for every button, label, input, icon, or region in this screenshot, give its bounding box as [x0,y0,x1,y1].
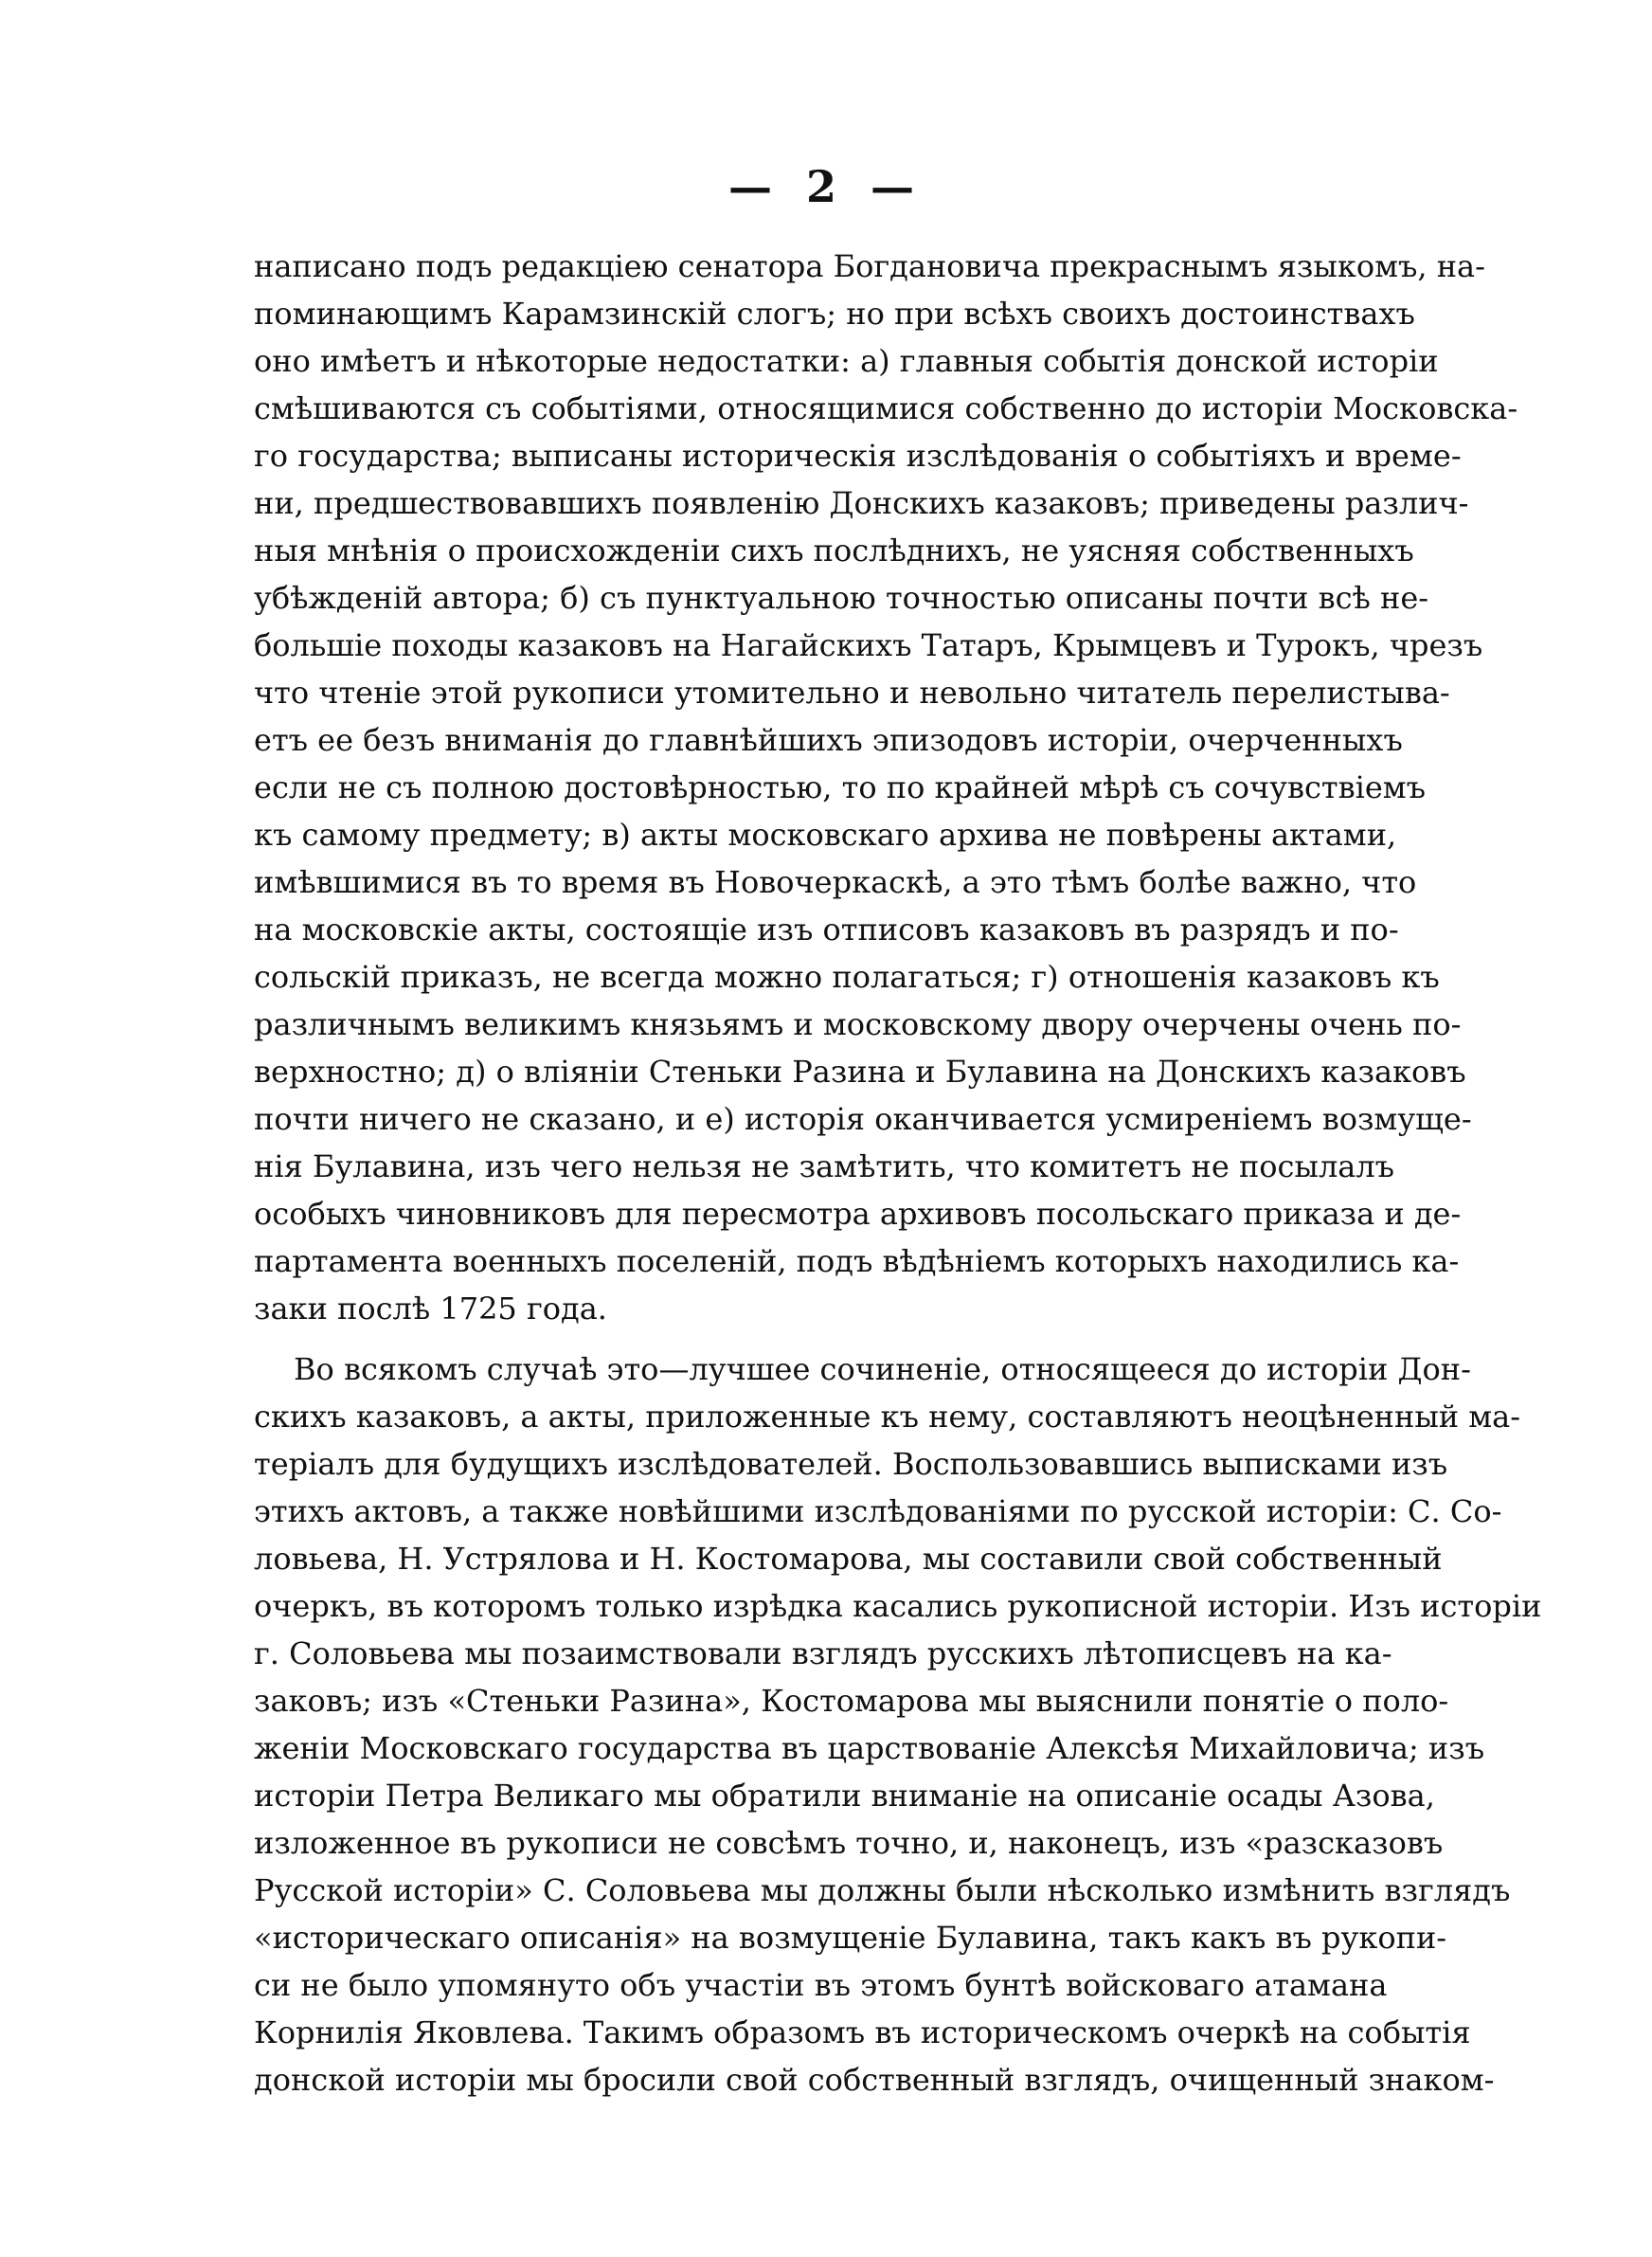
text-line: почти ничего не сказано, и е) исторія оканчивается усмиреніемъ возмуще- [254,1101,1472,1137]
text-line: ныя мнѣнія о происхожденіи сихъ послѣднихъ, не уясняя собственныхъ [254,533,1414,569]
text-line: ни, предшествовавшихъ появленію Донскихъ казаковъ; приведены различ- [254,485,1469,521]
text-line: Русской исторіи» С. Соловьева мы должны были нѣсколько измѣнить взглядъ [254,1872,1511,1908]
text-line: что чтеніе этой рукописи утомительно и невольно читатель перелистыва- [254,675,1450,711]
text-line: ловьева, Н. Устрялова и Н. Костомарова, мы составили свой собственный [254,1541,1443,1577]
text-line: на московскіе акты, состоящіе изъ отписовъ казаковъ въ разрядъ и по- [254,912,1399,948]
text-line: смѣшиваются съ событіями, относящимися собственно до исторіи Московска- [254,390,1518,426]
text-line: скихъ казаковъ, а акты, приложенные къ нему, составляютъ неоцѣненный ма- [254,1399,1521,1435]
paragraph-2 [254,1345,1542,2104]
text-line: Во всякомъ случаѣ это—лучшее сочиненіе, относящееся до исторіи Дон- [294,1351,1471,1387]
text-line: этихъ актовъ, а также новѣйшими изслѣдованіями по русской исторіи: С. Со- [254,1493,1502,1529]
text-line: теріалъ для будущихъ изслѣдователей. Воспользовавшись выписками изъ [254,1446,1448,1482]
text-line: сольскій приказъ, не всегда можно полагаться; г) отношенія казаковъ къ [254,959,1440,995]
body-text [254,243,1542,2104]
text-line: си не было упомянуто объ участіи въ этомъ бунтѣ войсковаго атамана [254,1967,1388,2003]
text-line: етъ ее безъ вниманія до главнѣйшихъ эпизодовъ исторіи, очерченныхъ [254,722,1403,758]
text-line: къ самому предмету; в) акты московскаго архива не повѣрены актами, [254,817,1397,853]
text-line: верхностно; д) о вліяніи Стеньки Разина и Булавина на Донскихъ казаковъ [254,1054,1466,1090]
text-line: большіе походы казаковъ на Нагайскихъ Татаръ, Крымцевъ и Турокъ, чрезъ [254,627,1483,663]
text-line: женіи Московскаго государства въ царствованіе Алексѣя Михайловича; изъ [254,1730,1485,1766]
text-line: партамента военныхъ поселеній, подъ вѣдѣніемъ которыхъ находились ка- [254,1243,1460,1279]
text-line: убѣжденій автора; б) съ пунктуальною точностью описаны почти всѣ не- [254,580,1429,616]
text-line: нія Булавина, изъ чего нельзя не замѣтить, что комитетъ не посылалъ [254,1148,1395,1184]
text-line: Корнилія Яковлева. Такимъ образомъ въ историческомъ очеркѣ на событія [254,2014,1471,2050]
text-line: имѣвшимися въ то время въ Новочеркаскѣ, а это тѣмъ болѣе важно, что [254,864,1417,900]
text-line: изложенное въ рукописи не совсѣмъ точно, и, наконецъ, изъ «разсказовъ [254,1825,1444,1861]
text-line: поминающимъ Карамзинскій слогъ; но при всѣхъ своихъ достоинствахъ [254,296,1415,332]
text-line: заки послѣ 1725 года. [254,1291,607,1327]
text-line: исторіи Петра Великаго мы обратили вниманіе на описаніе осады Азова, [254,1778,1435,1814]
text-line: г. Соловьева мы позаимствовали взглядъ русскихъ лѣтописцевъ на ка- [254,1635,1392,1671]
page-number: — 2 — [727,161,925,212]
text-line: если не съ полною достовѣрностью, то по крайней мѣрѣ съ сочувствіемъ [254,769,1427,805]
paragraph-1 [254,243,1518,1332]
text-line: очеркъ, въ которомъ только изрѣдка касались рукописной исторіи. Изъ исторіи [254,1588,1542,1624]
text-line: «историческаго описанія» на возмущеніе Булавина, такъ какъ въ рукопи- [254,1920,1447,1956]
text-line: донской исторіи мы бросили свой собственный взглядъ, очищенный знаком- [254,2062,1495,2098]
paragraph-gap [254,1332,1381,1345]
text-line: написано подъ редакціею сенатора Богдановича прекраснымъ языкомъ, на- [254,248,1485,284]
text-line: го государства; выписаны историческія изслѣдованія о событіяхъ и време- [254,438,1462,474]
text-line: различнымъ великимъ князьямъ и московскому двору очерчены очень по- [254,1006,1462,1042]
text-line: особыхъ чиновниковъ для пересмотра архивовъ посольскаго приказа и де- [254,1196,1462,1232]
text-line: заковъ; изъ «Стеньки Разина», Костомарова мы выяснили понятіе о поло- [254,1683,1449,1719]
text-line: оно имѣетъ и нѣкоторые недостатки: а) главныя событія донской исторіи [254,343,1439,379]
